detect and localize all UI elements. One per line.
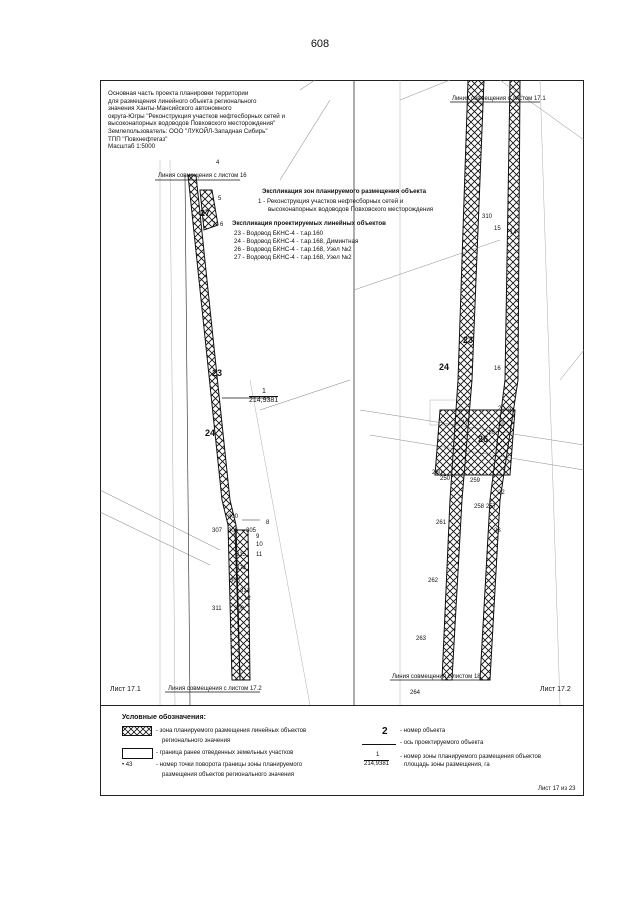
point-number: 264 xyxy=(410,690,421,696)
page-number: 608 xyxy=(310,38,330,50)
match-line-right-bottom: Линия совмещения с листом 18 xyxy=(392,674,481,680)
point-number: 19 xyxy=(498,422,505,428)
explication-zone-item: высоконапорных водоводов Повховского месторождения xyxy=(268,206,434,213)
match-line-right-top: Линия совмещения с листом 17.1 xyxy=(452,96,546,102)
point-number: 20 xyxy=(498,406,505,412)
legend-zone-text: - зона планируемого размещения линейных объектов xyxy=(156,728,307,734)
point-number: 4 xyxy=(216,160,220,166)
object-number: 24 xyxy=(439,362,450,372)
title-line: округа-Югры "Реконструкция участков нефтесборных сетей и xyxy=(108,112,285,120)
title-line: ТПП "Повхнефтегаз" xyxy=(108,135,168,143)
point-number: 18 xyxy=(488,430,495,436)
explication-linear-item: 24 - Водовод БКНС-4 - т.ар.168, Диминтная xyxy=(234,238,359,245)
object-number: 23 xyxy=(463,335,474,345)
point-number: 257 xyxy=(486,504,497,510)
zone-area: 214,9381 xyxy=(249,397,279,404)
sheet-label-left: Лист 17.1 xyxy=(110,686,141,693)
point-number: 259 xyxy=(470,478,481,484)
legend-object-number-sample: 2 xyxy=(382,726,388,737)
sheet-label-right: Лист 17.2 xyxy=(540,686,571,693)
object-number: 23 xyxy=(212,368,223,378)
point-number: 8 xyxy=(266,520,270,526)
title-block xyxy=(108,90,285,151)
point-number: 6 xyxy=(220,222,224,228)
legend-boundary-text: - граница ранее отведенных земельных участков xyxy=(156,750,294,756)
legend-zone-swatch xyxy=(122,726,152,736)
explication-linear-item: 26 - Водовод БКНС-4 - т.ар.168, Узел №2 xyxy=(234,246,352,253)
point-number: 258 xyxy=(474,504,485,510)
point-number: 250 xyxy=(440,476,451,482)
title-line: высоконапорных водоводов Повховского месторождения" xyxy=(108,120,276,128)
point-number: 260 xyxy=(432,470,443,476)
title-line: для размещения линейного объекта регионального xyxy=(108,97,257,105)
point-number: 263 xyxy=(416,636,427,642)
point-number: 12 xyxy=(244,596,251,602)
point-number: 315 xyxy=(236,552,247,558)
legend-point-marker: • 43 xyxy=(122,762,133,768)
zone-number: 1 xyxy=(262,388,266,395)
point-number: 22 xyxy=(498,490,505,496)
point-number: 11 xyxy=(256,552,263,558)
point-number: 310 xyxy=(482,214,493,220)
legend-zone-text-2: регионального значения xyxy=(162,738,231,744)
sheet-footer: Лист 17 из 23 xyxy=(538,786,576,792)
legend-point-text-2: размещения объектов регионального значения xyxy=(162,772,295,778)
point-number: 312 xyxy=(240,588,251,594)
point-number: 16 xyxy=(494,366,501,372)
object-number: 24 xyxy=(205,428,216,438)
object-number: 27 xyxy=(200,208,211,218)
explication-linear-item: 23 - Водовод БКНС-4 - т.ар.160 xyxy=(234,230,324,237)
title-line: Землепользователь: ООО "ЛУКОЙЛ-Западная Сибирь" xyxy=(108,127,268,135)
legend-zone-number-top: 1 xyxy=(376,752,380,758)
point-number: 15 xyxy=(494,226,501,232)
title-line: Масштаб 1:5000 xyxy=(108,143,156,151)
point-number: 306 xyxy=(228,528,239,534)
title-line: значения Ханты-Мансийского автономного xyxy=(108,105,232,113)
legend-zone-number-text-2: площадь зоны размещения, га xyxy=(404,762,490,768)
point-number: 311 xyxy=(212,606,222,612)
point-number: 308 xyxy=(230,578,241,584)
legend-boundary-swatch xyxy=(122,748,153,759)
legend-point-number: 43 xyxy=(125,762,133,768)
explication-linear-item: 27 - Водовод БКНС-4 - т.ар.168, Узел №2 xyxy=(234,254,352,261)
point-number: 307 xyxy=(212,528,223,534)
point-number: 261 xyxy=(436,520,447,526)
point-number: 21 xyxy=(508,408,515,414)
match-line-left-top: Линия совмещения с листом 16 xyxy=(158,173,247,179)
legend-object-number-text: - номер объекта xyxy=(400,728,446,734)
point-number: 17 xyxy=(462,420,469,426)
point-number: 23 xyxy=(494,528,501,534)
explication-zone-item: 1 - Реконструкция участков нефтесборных сетей и xyxy=(258,198,404,205)
point-number: 309 xyxy=(234,606,245,612)
legend-zone-number-bottom: 214,9381 xyxy=(364,761,390,767)
point-number: 374 xyxy=(236,566,247,572)
point-number: 7 xyxy=(212,222,216,228)
point-number: 262 xyxy=(428,578,439,584)
match-line-left-bottom: Линия совмещения с листом 17.2 xyxy=(168,686,262,692)
legend-point-text: - номер точки поворота границы зоны планируемого xyxy=(156,762,303,768)
legend-axis-line xyxy=(362,744,396,745)
point-number: 300 xyxy=(228,514,239,520)
legend-zone-number-text: - номер зоны планируемого размещения объектов xyxy=(400,754,542,760)
explication-linear-title: Экспликация проектируемых линейных объектов xyxy=(232,220,386,227)
object-number: 26 xyxy=(478,434,489,444)
title-line: Основная часть проекта планировки территории xyxy=(108,90,249,97)
point-number: 10 xyxy=(256,542,263,548)
legend-title: Условные обозначения: xyxy=(122,714,206,721)
point-number: 9 xyxy=(256,534,260,540)
point-number: 305 xyxy=(246,528,257,534)
legend xyxy=(100,705,584,796)
explication-zone-title: Экспликация зон планируемого размещения объекта xyxy=(262,188,427,195)
point-number: 5 xyxy=(218,196,222,202)
point-number: 14 xyxy=(510,230,517,236)
legend-axis-text: - ось проектируемого объекта xyxy=(400,740,484,746)
